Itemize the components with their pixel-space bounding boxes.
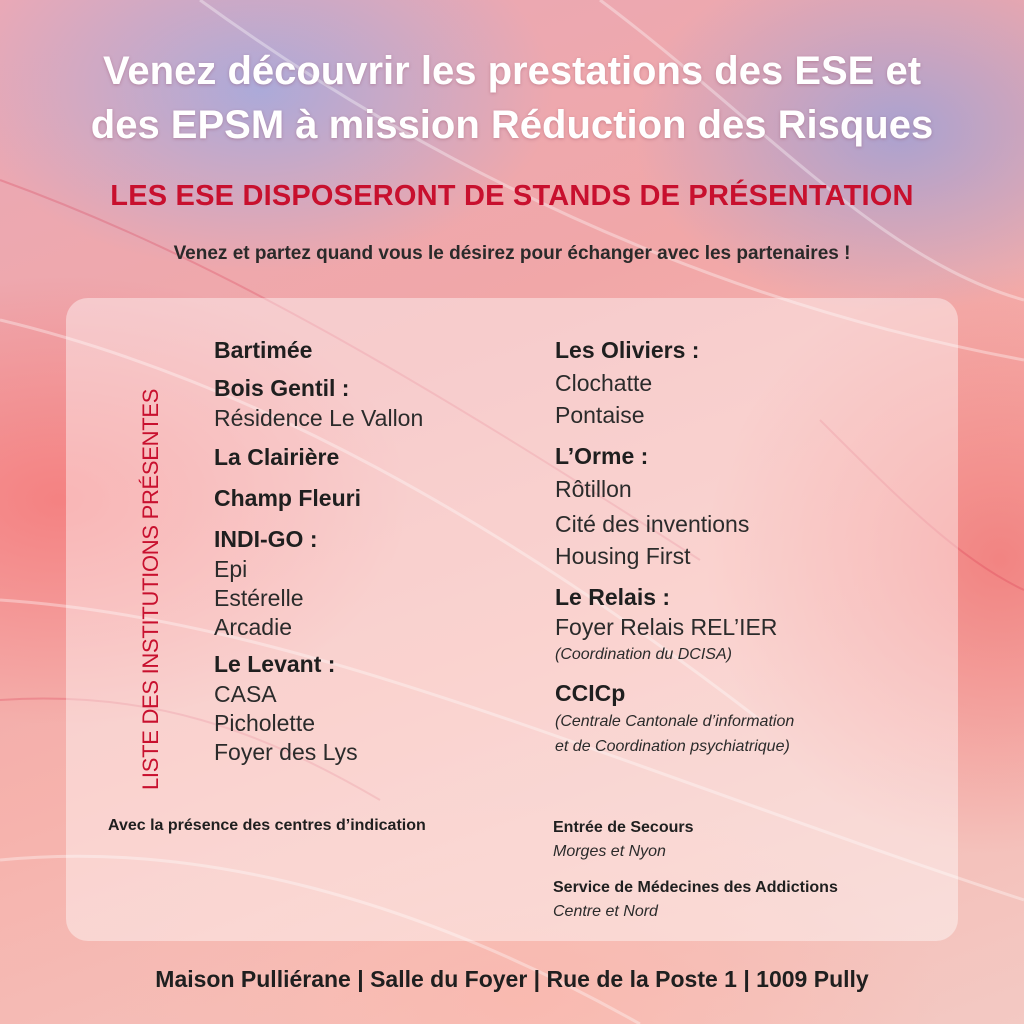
institution-ccicp xyxy=(555,677,915,759)
institution-le-relais xyxy=(555,581,915,667)
institution-bartimee xyxy=(214,334,534,366)
headline xyxy=(0,44,1024,152)
institution-site: Arcadie xyxy=(214,614,292,640)
institution-site: Housing First xyxy=(555,543,691,569)
list-title-vertical: LISTE DES INSTITUTIONS PRÉSENTES xyxy=(138,388,163,790)
institution-name: Le Levant : xyxy=(214,651,336,677)
institution-site: Epi xyxy=(214,556,248,582)
venue-address: Maison Pulliérane | Salle du Foyer | Rue de la Poste 1 | 1009 Pully xyxy=(155,966,869,992)
center-location: Centre et Nord xyxy=(553,903,658,920)
institution-indi-go xyxy=(214,523,534,642)
institution-note: (Coordination du DCISA) xyxy=(555,646,732,663)
institution-bois-gentil xyxy=(214,372,534,433)
institution-name: Bartimée xyxy=(214,337,313,363)
institution-name: Bois Gentil : xyxy=(214,375,350,401)
institution-name: INDI-GO : xyxy=(214,526,318,552)
institution-le-levant xyxy=(214,648,534,767)
stands-subheading: LES ESE DISPOSERONT DE STANDS DE PRÉSENTATION xyxy=(110,180,914,212)
institution-site: Foyer Relais REL’IER xyxy=(555,614,778,640)
institution-note: (Centrale Cantonale d’information xyxy=(555,713,795,730)
center-location: Morges et Nyon xyxy=(553,843,666,860)
institution-site: CASA xyxy=(214,681,277,707)
headline-line-1: Venez découvrir les prestations des ESE et xyxy=(102,49,922,93)
institution-name: Le Relais : xyxy=(555,584,671,610)
institution-note: et de Coordination psychiatrique) xyxy=(555,738,790,755)
center-entree-de-secours xyxy=(553,817,953,865)
institution-site: Résidence Le Vallon xyxy=(214,405,424,431)
institution-l-orme xyxy=(555,440,915,571)
institution-name: Champ Fleuri xyxy=(214,485,361,511)
center-name: Entrée de Secours xyxy=(553,819,694,836)
institution-name: Les Oliviers : xyxy=(555,337,700,363)
institutions-right-column xyxy=(555,334,915,759)
institution-name: L’Orme : xyxy=(555,443,649,469)
institution-les-oliviers xyxy=(555,334,915,430)
institution-name: CCICp xyxy=(555,680,626,706)
institution-site: Rôtillon xyxy=(555,476,632,502)
institutions-left-column xyxy=(214,334,534,767)
institution-site: Clochatte xyxy=(555,370,653,396)
center-name: Service de Médecines des Addictions xyxy=(553,879,838,896)
institution-site: Pontaise xyxy=(555,402,645,428)
institution-site: Estérelle xyxy=(214,585,304,611)
centers-lead-text: Avec la présence des centres d’indication xyxy=(108,817,426,834)
headline-line-2: des EPSM à mission Réduction des Risques xyxy=(90,103,934,147)
tagline: Venez et partez quand vous le désirez pour échanger avec les partenaires ! xyxy=(173,243,851,264)
institution-champ-fleuri xyxy=(214,482,534,514)
institution-site: Picholette xyxy=(214,710,316,736)
center-addictions xyxy=(553,877,953,925)
institution-name: La Clairière xyxy=(214,444,340,470)
institution-site: Foyer des Lys xyxy=(214,739,358,765)
institution-la-clairiere xyxy=(214,441,534,473)
institution-site: Cité des inventions xyxy=(555,511,750,537)
